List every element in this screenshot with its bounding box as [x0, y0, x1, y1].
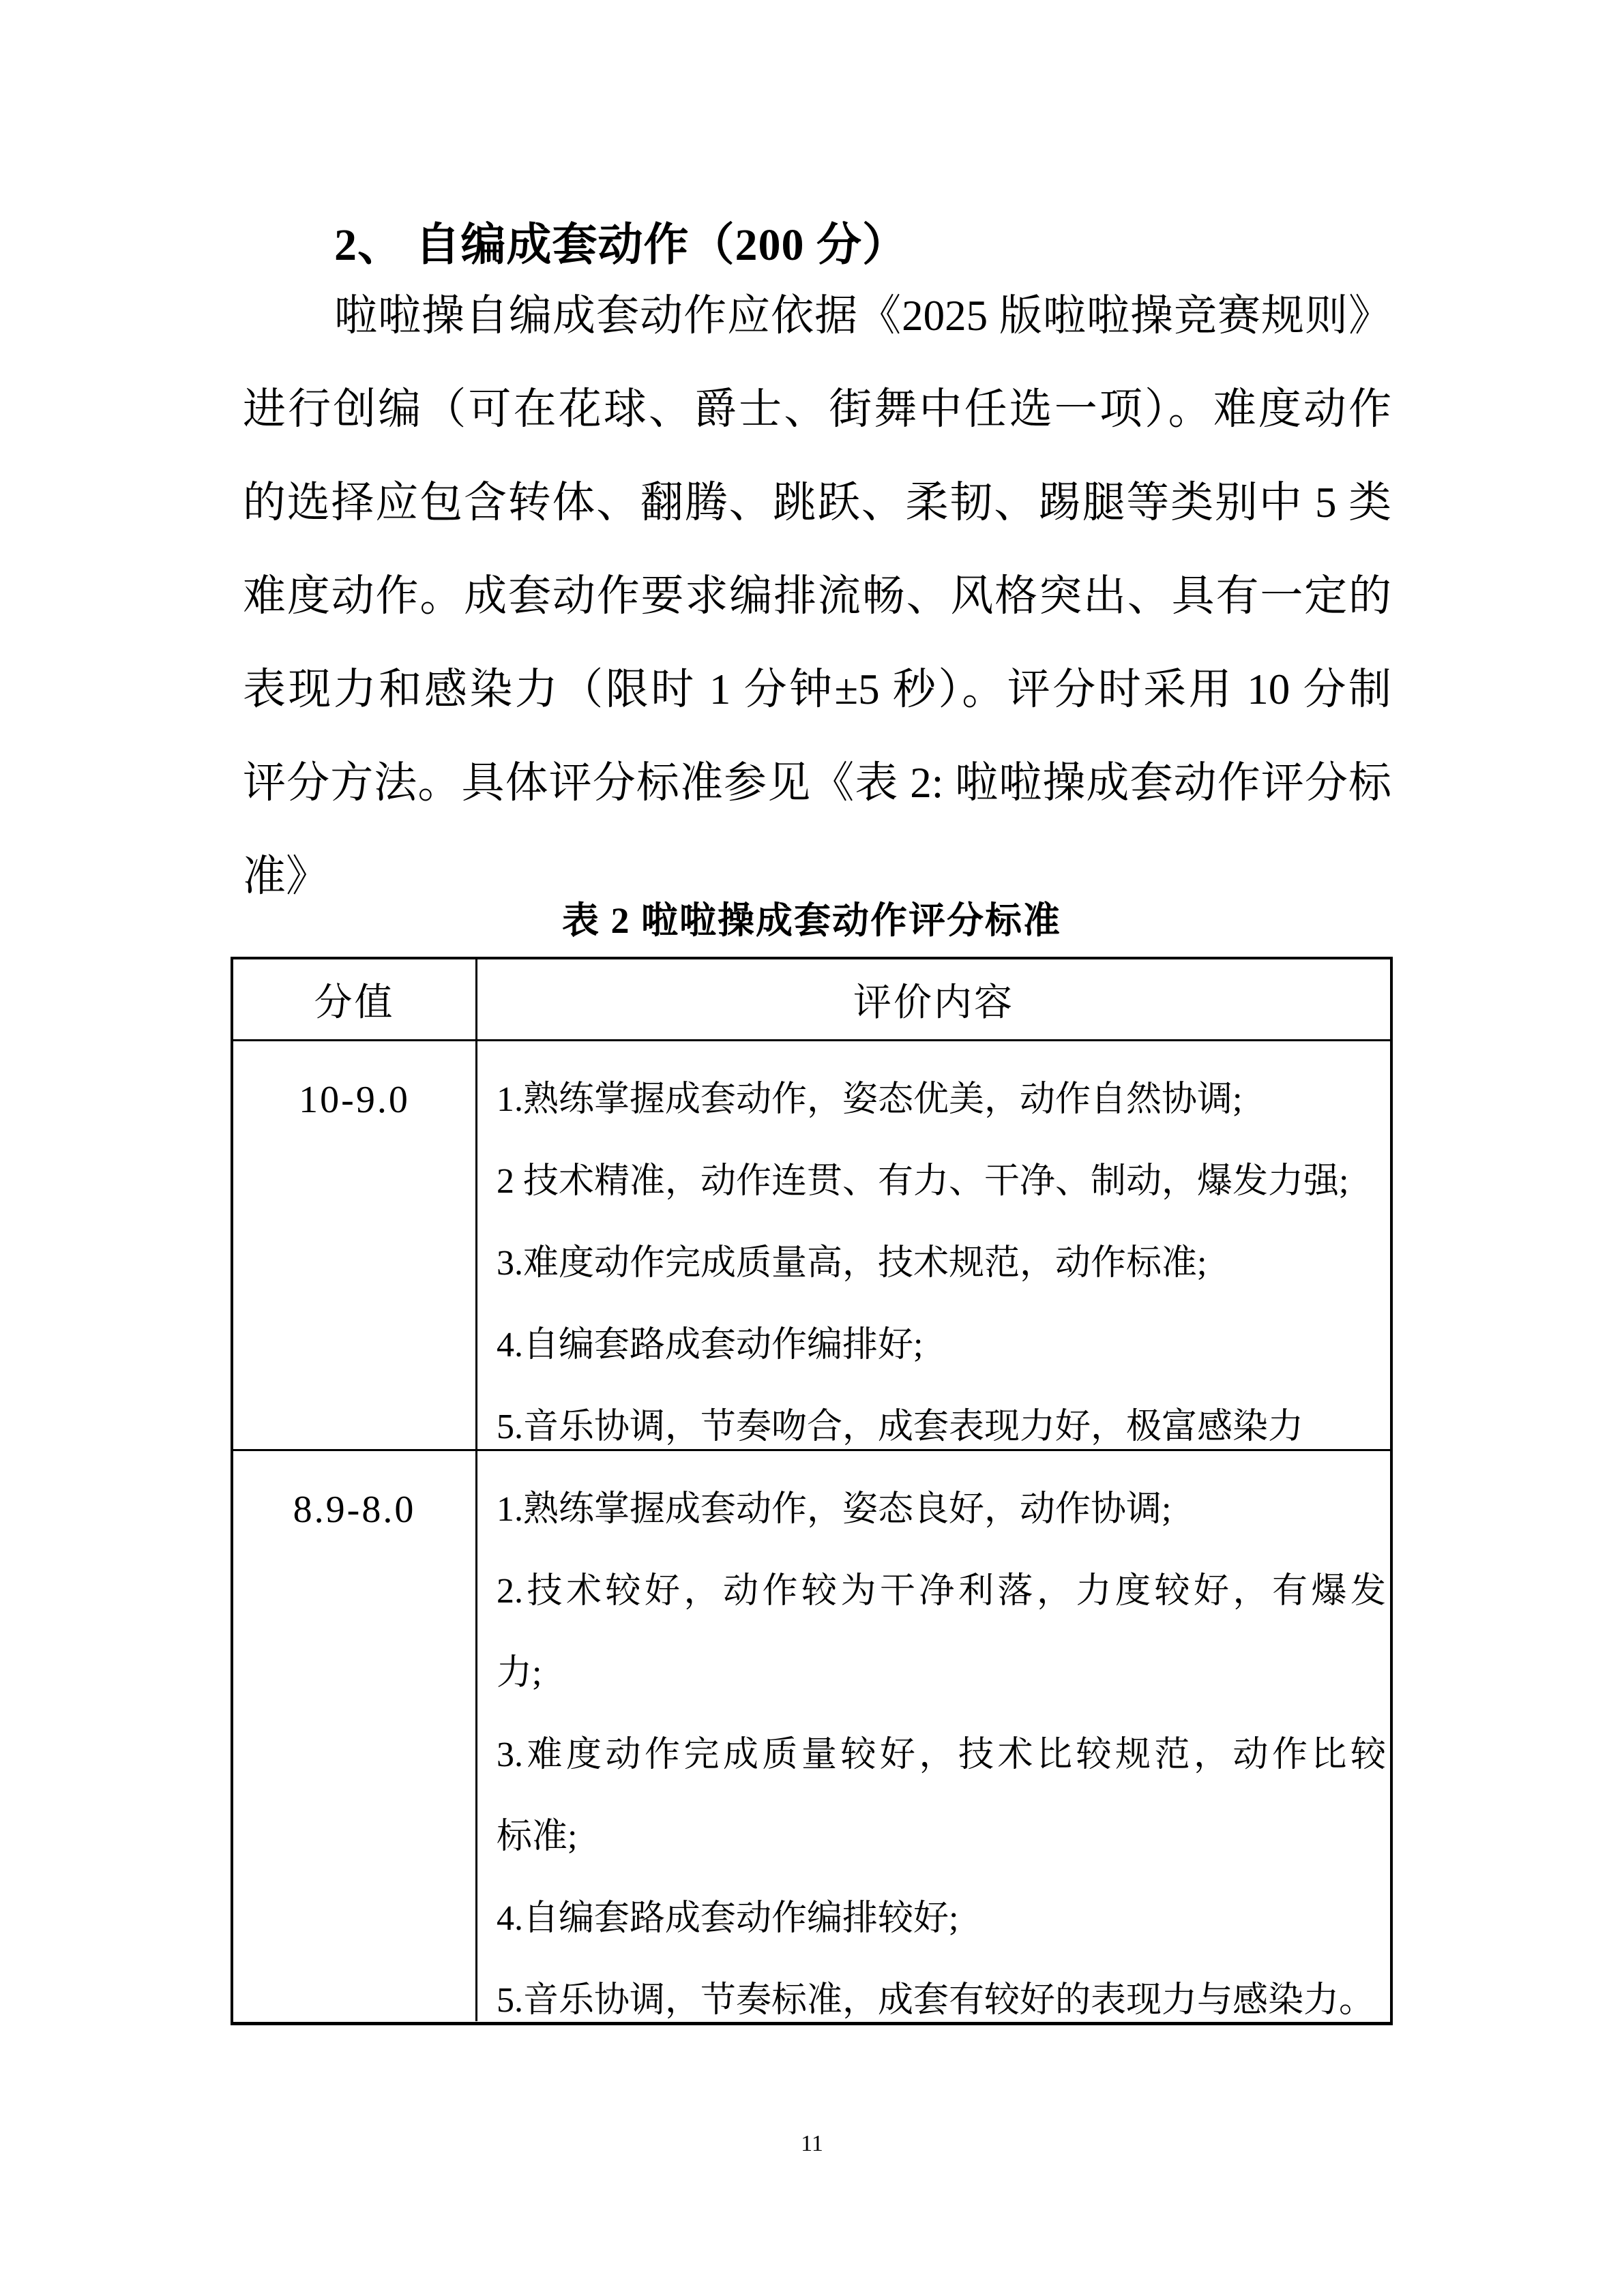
criteria-line: 2.技术较好，动作较为干净利落，力度较好，有爆发 [497, 1572, 1386, 1611]
criteria-line: 3.难度动作完成质量高，技术规范，动作标准; [497, 1244, 1207, 1283]
criteria-line: 2 技术精准，动作连贯、有力、干净、制动，爆发力强; [497, 1162, 1349, 1201]
table-header-score: 分值 [233, 959, 477, 1041]
table-row-2-content [477, 1451, 1390, 2021]
criteria-line: 1.熟练掌握成套动作，姿态优美，动作自然协调; [497, 1080, 1243, 1119]
criteria-line: 5.音乐协调，节奏吻合，成套表现力好，极富感染力 [497, 1407, 1304, 1446]
table-header-content: 评价内容 [477, 959, 1390, 1041]
criteria-line: 1.熟练掌握成套动作，姿态良好，动作协调; [497, 1490, 1172, 1529]
table-row-1-score: 10-9.0 [233, 1041, 477, 1451]
paragraph-line: 进行创编（可在花球、爵士、街舞中任选一项）。难度动作 [243, 385, 1391, 433]
paragraph-line: 准》 [243, 852, 329, 900]
criteria-line: 3.难度动作完成质量较好，技术比较规范，动作比较 [497, 1735, 1386, 1774]
criteria-line: 4.自编套路成套动作编排好; [497, 1326, 924, 1365]
paragraph-line: 评分方法。具体评分标准参见《表 2: 啦啦操成套动作评分标 [243, 759, 1391, 807]
paragraph-line: 的选择应包含转体、翻腾、跳跃、柔韧、踢腿等类别中 5 类 [243, 479, 1391, 526]
criteria-line: 4.自编套路成套动作编排较好; [497, 1899, 959, 1938]
section-heading: 2、 自编成套动作（200 分） [334, 220, 908, 270]
scoring-table [231, 957, 1393, 2025]
paragraph-line: 表现力和感染力（限时 1 分钟±5 秒）。评分时采用 10 分制 [243, 666, 1391, 713]
paragraph-line: 难度动作。成套动作要求编排流畅、风格突出、具有一定的 [243, 572, 1391, 620]
criteria-line: 力; [497, 1654, 542, 1693]
table-row-1-content [477, 1041, 1390, 1451]
table-row-2-score: 8.9-8.0 [233, 1451, 477, 2021]
body-paragraph [243, 269, 1391, 923]
criteria-line: 标准; [497, 1817, 578, 1856]
criteria-line: 5.音乐协调，节奏标准，成套有较好的表现力与感染力。 [497, 1981, 1375, 2020]
paragraph-line: 啦啦操自编成套动作应依据《2025 版啦啦操竞赛规则》 [334, 292, 1391, 340]
table-caption: 表 2 啦啦操成套动作评分标准 [562, 900, 1061, 941]
page-number: 11 [801, 2131, 823, 2156]
